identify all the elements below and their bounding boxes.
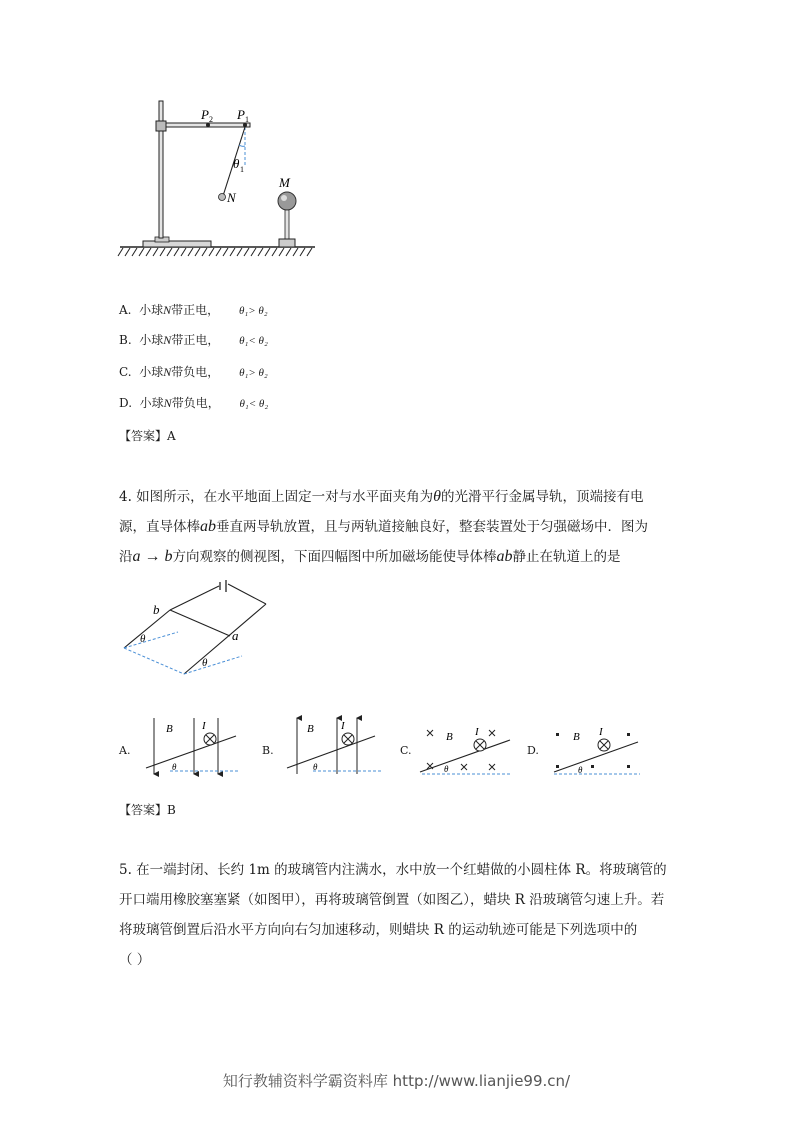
rail-label-b: b	[153, 602, 160, 617]
choice-b-b-label: B	[307, 723, 314, 735]
choice-a-b-label: B	[166, 723, 173, 735]
q4-line-2: 源，直导体棒ab垂直两导轨放置，且与两轨道接触良好，整套装置处于匀强磁场中．图为	[119, 518, 648, 535]
q5-line-3: 将玻璃管倒置后沿水平方向向右匀加速移动，则蜡块 R 的运动轨迹可能是下列选项中的	[119, 922, 638, 938]
q3-option-c[interactable]: C. 小球N带负电， θ₁> θ₂	[119, 365, 268, 379]
label-n: N	[227, 190, 236, 205]
rail-theta-1: θ	[140, 633, 146, 645]
q5-question	[119, 855, 689, 975]
choice-d-b-label: B	[573, 731, 580, 743]
rail-label-a: a	[232, 628, 239, 643]
q4-choice-b-diagram[interactable]	[283, 712, 383, 780]
choice-a-i-label: I	[202, 720, 206, 732]
q3-option-a[interactable]: A. 小球N带正电， θ₁> θ₂	[119, 303, 268, 317]
label-m: M	[279, 175, 290, 190]
label-p1-sub: 1	[245, 115, 249, 124]
choice-d-theta: θ	[578, 765, 583, 775]
q4-choice-d-diagram[interactable]	[548, 720, 648, 780]
choice-a-theta: θ	[172, 762, 177, 772]
label-p2: P	[201, 107, 209, 122]
q4-answer: 【答案】B	[119, 803, 176, 817]
q3-option-b[interactable]: B. 小球N带正电， θ₁< θ₂	[119, 333, 268, 347]
q4-choice-c-diagram[interactable]	[418, 720, 518, 780]
q4-choice-c-label[interactable]: C.	[400, 744, 412, 757]
figure-inclined-rails	[118, 580, 278, 680]
q4-choice-b-label[interactable]: B.	[262, 744, 274, 757]
label-p1: P	[237, 107, 245, 122]
q5-line-4: （ ）	[119, 952, 151, 968]
q4-question	[119, 482, 679, 572]
choice-b-theta: θ	[313, 762, 318, 772]
label-theta1: θ	[233, 156, 240, 171]
q5-line-2: 开口端用橡胶塞塞紧（如图甲），再将玻璃管倒置（如图乙），蜡块 R 沿玻璃管匀速上升。若	[119, 892, 665, 908]
page-footer: 知行教辅资料学霸资料库 http://www.lianjie99.cn/	[222, 1072, 571, 1090]
q3-answer: 【答案】A	[119, 429, 176, 443]
q3-option-d[interactable]: D. 小球N带负电， θ₁< θ₂	[119, 396, 269, 410]
choice-d-i-label: I	[599, 726, 603, 738]
choice-b-i-label: I	[341, 720, 345, 732]
q4-choice-a-label[interactable]: A.	[119, 744, 131, 757]
choice-c-theta: θ	[444, 764, 449, 774]
q4-choice-d-label[interactable]: D.	[527, 744, 539, 757]
figure-electroscope-stand	[115, 95, 325, 260]
label-p2-sub: 2	[209, 115, 213, 124]
choice-c-b-label: B	[446, 731, 453, 743]
rail-theta-2: θ	[202, 657, 208, 669]
q4-line-3: 沿a → b方向观察的侧视图，下面四幅图中所加磁场能使导体棒ab静止在轨道上的是	[119, 548, 621, 565]
q5-line-1: 5. 在一端封闭、长约 1m 的玻璃管内注满水，水中放一个红蜡做的小圆柱体 R。将玻璃管的	[119, 862, 667, 878]
q4-choice-a-diagram[interactable]	[140, 712, 240, 780]
label-theta1-sub: 1	[240, 165, 244, 174]
choice-c-i-label: I	[475, 726, 479, 738]
q4-line-1: 4. 如图所示，在水平地面上固定一对与水平面夹角为θ的光滑平行金属导轨，顶端接有电	[119, 488, 644, 505]
